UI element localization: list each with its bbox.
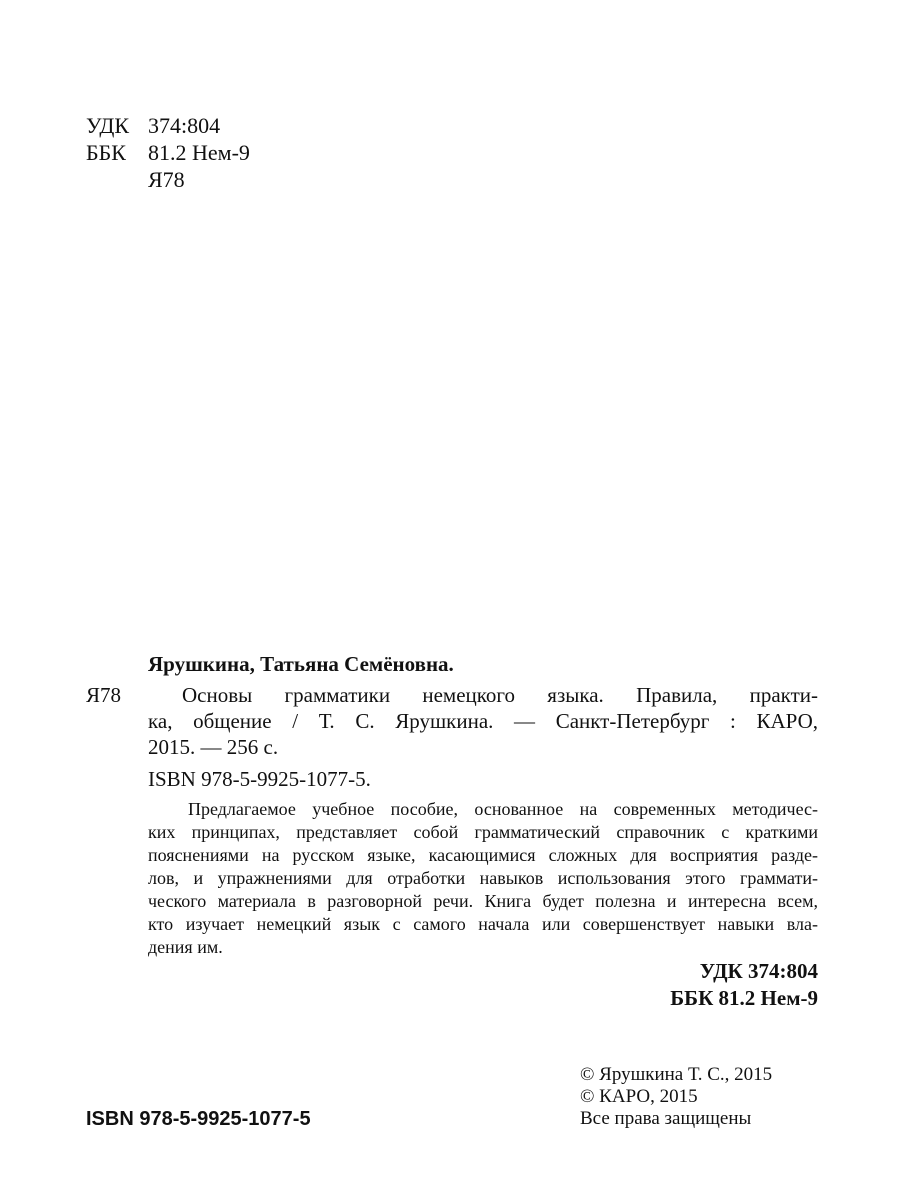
annotation-line: ческого материала в разговорной речи. Книга будет полезна и интересна всем, [148,891,818,911]
index-udk: УДК 374:804 [699,959,818,983]
rights-reserved: Все права защищены [580,1108,752,1129]
copyright-author: © Ярушкина Т. С., 2015 [580,1064,773,1085]
author-heading: Ярушкина, Татьяна Семёновна. [148,652,454,676]
annotation-line: ких принципах, представляет собой грамматический справочник с краткими [148,822,818,842]
annotation-line: лов, и упражнениями для отработки навыков использования этого граммати- [148,868,818,888]
footer-isbn: ISBN 978-5-9925-1077-5 [86,1108,311,1130]
udk-value: 374:804 [148,113,221,138]
bbk-value: 81.2 Нем-9 [148,140,250,165]
index-bbk: ББК 81.2 Нем-9 [670,986,818,1010]
annotation [148,798,818,959]
annotation-line: пояснениями на русском языке, касающимися сложных для восприятия разде- [148,845,818,865]
annotation-line: дения им. [148,937,223,957]
card-author-sign: Я78 [86,683,122,707]
bbk-label: ББК [86,140,126,165]
udk-label: УДК [86,113,130,138]
annotation-line: Предлагаемое учебное пособие, основанное на современных методичес- [188,799,818,819]
copyright-publisher: © КАРО, 2015 [580,1086,698,1107]
description-line: 2015. — 256 с. [148,735,279,759]
description-line: Основы грамматики немецкого языка. Правила, практи- [182,683,818,707]
book-description [148,682,818,760]
description-line: ка, общение / Т. С. Ярушкина. — Санкт-Петербург : КАРО, [148,709,818,733]
author-sign: Я78 [148,167,185,192]
annotation-line: кто изучает немецкий язык с самого начала или совершенствует навыки вла- [148,914,818,934]
card-isbn: ISBN 978-5-9925-1077-5. [148,767,371,791]
